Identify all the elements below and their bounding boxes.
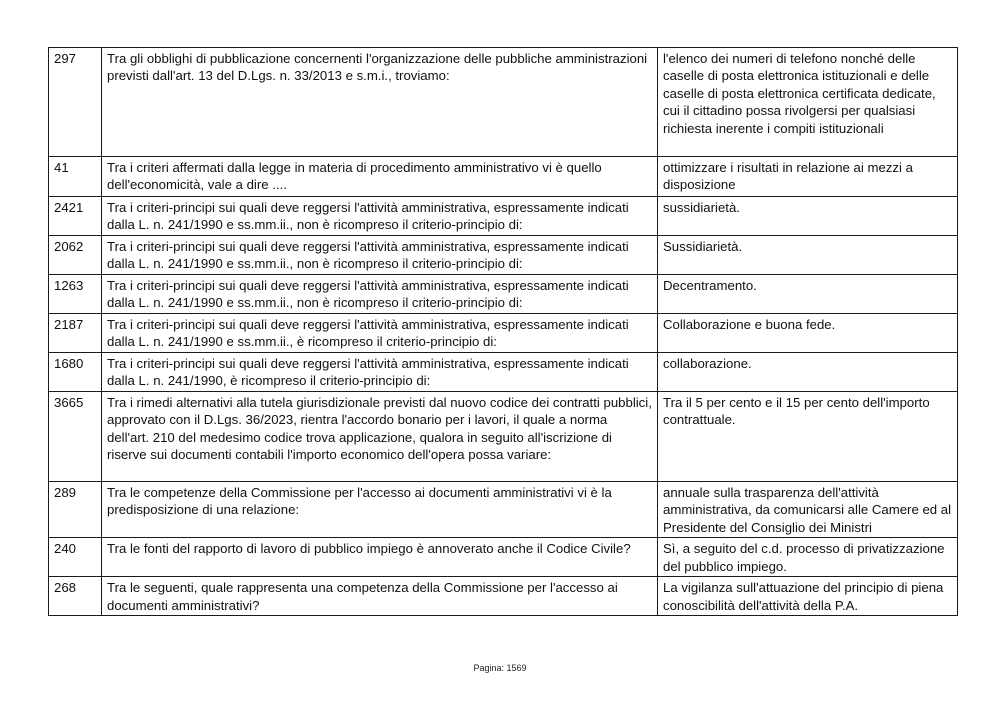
- question-text: Tra i criteri-principi sui quali deve reggersi l'attività amministrativa, espressamente indicati dalla L. n. 241/1990, è ricompreso il criterio-principio di:: [102, 353, 658, 392]
- question-id: 41: [49, 157, 102, 197]
- question-text: Tra le fonti del rapporto di lavoro di pubblico impiego è annoverato anche il Codice Civile?: [102, 538, 658, 577]
- table-row: [49, 538, 958, 577]
- question-id: 2187: [49, 314, 102, 353]
- answer-text: ottimizzare i risultati in relazione ai mezzi a disposizione: [658, 157, 958, 197]
- question-text: Tra le competenze della Commissione per l'accesso ai documenti amministrativi vi è la predisposizione di una relazione:: [102, 482, 658, 538]
- question-id: 268: [49, 577, 102, 616]
- question-id: 297: [49, 48, 102, 157]
- question-text: Tra gli obblighi di pubblicazione concernenti l'organizzazione delle pubbliche amministrazioni previsti dall'art. 13 del D.Lgs. n. 33/2013 e s.m.i., troviamo:: [102, 48, 658, 157]
- answer-text: Sussidiarietà.: [658, 236, 958, 275]
- page-number: Pagina: 1569: [473, 663, 527, 673]
- answer-text: Tra il 5 per cento e il 15 per cento dell'importo contrattuale.: [658, 392, 958, 482]
- answer-text: Decentramento.: [658, 275, 958, 314]
- table-row: [49, 197, 958, 236]
- answer-text: collaborazione.: [658, 353, 958, 392]
- answer-text: La vigilanza sull'attuazione del principio di piena conoscibilità dell'attività della P.A.: [658, 577, 958, 616]
- table-row: [49, 353, 958, 392]
- table-row: [49, 236, 958, 275]
- table-row: [49, 314, 958, 353]
- question-text: Tra i criteri-principi sui quali deve reggersi l'attività amministrativa, espressamente indicati dalla L. n. 241/1990 e ss.mm.ii., non è ricompreso il criterio-principio di:: [102, 197, 658, 236]
- question-text: Tra i criteri-principi sui quali deve reggersi l'attività amministrativa, espressamente indicati dalla L. n. 241/1990 e ss.mm.ii., è ricompreso il criterio-principio di:: [102, 314, 658, 353]
- table-row: [49, 577, 958, 616]
- answer-text: Sì, a seguito del c.d. processo di privatizzazione del pubblico impiego.: [658, 538, 958, 577]
- question-text: Tra i criteri-principi sui quali deve reggersi l'attività amministrativa, espressamente indicati dalla L. n. 241/1990 e ss.mm.ii., non è ricompreso il criterio-principio di:: [102, 236, 658, 275]
- question-text: Tra le seguenti, quale rappresenta una competenza della Commissione per l'accesso ai documenti amministrativi?: [102, 577, 658, 616]
- question-id: 2421: [49, 197, 102, 236]
- table-row: [49, 482, 958, 538]
- question-id: 1680: [49, 353, 102, 392]
- table-row: [49, 157, 958, 197]
- questions-table: [48, 47, 958, 616]
- table-row: [49, 48, 958, 157]
- question-id: 240: [49, 538, 102, 577]
- question-text: Tra i criteri affermati dalla legge in materia di procedimento amministrativo vi è quello dell'economicità, vale a dire ....: [102, 157, 658, 197]
- question-text: Tra i rimedi alternativi alla tutela giurisdizionale previsti dal nuovo codice dei contratti pubblici, approvato con il D.Lgs. 36/2023, rientra l'accordo bonario per i lavori, il quale a norma dell'art. 210 del medesimo codice trova applicazione, qualora in seguito all'iscrizione di riserve sui documenti contabili l'importo economico dell'opera possa variare:: [102, 392, 658, 482]
- question-id: 3665: [49, 392, 102, 482]
- answer-text: l'elenco dei numeri di telefono nonché delle caselle di posta elettronica istituzionali e delle caselle di posta elettronica certificata dedicate, cui il cittadino possa rivolgersi per qualsiasi richiesta inerente i compiti istituzionali: [658, 48, 958, 157]
- question-text: Tra i criteri-principi sui quali deve reggersi l'attività amministrativa, espressamente indicati dalla L. n. 241/1990 e ss.mm.ii., non è ricompreso il criterio-principio di:: [102, 275, 658, 314]
- question-id: 289: [49, 482, 102, 538]
- table-row: [49, 392, 958, 482]
- answer-text: Collaborazione e buona fede.: [658, 314, 958, 353]
- question-id: 2062: [49, 236, 102, 275]
- answer-text: sussidiarietà.: [658, 197, 958, 236]
- table-row: [49, 275, 958, 314]
- question-id: 1263: [49, 275, 102, 314]
- answer-text: annuale sulla trasparenza dell'attività amministrativa, da comunicarsi alle Camere ed al Presidente del Consiglio dei Ministri: [658, 482, 958, 538]
